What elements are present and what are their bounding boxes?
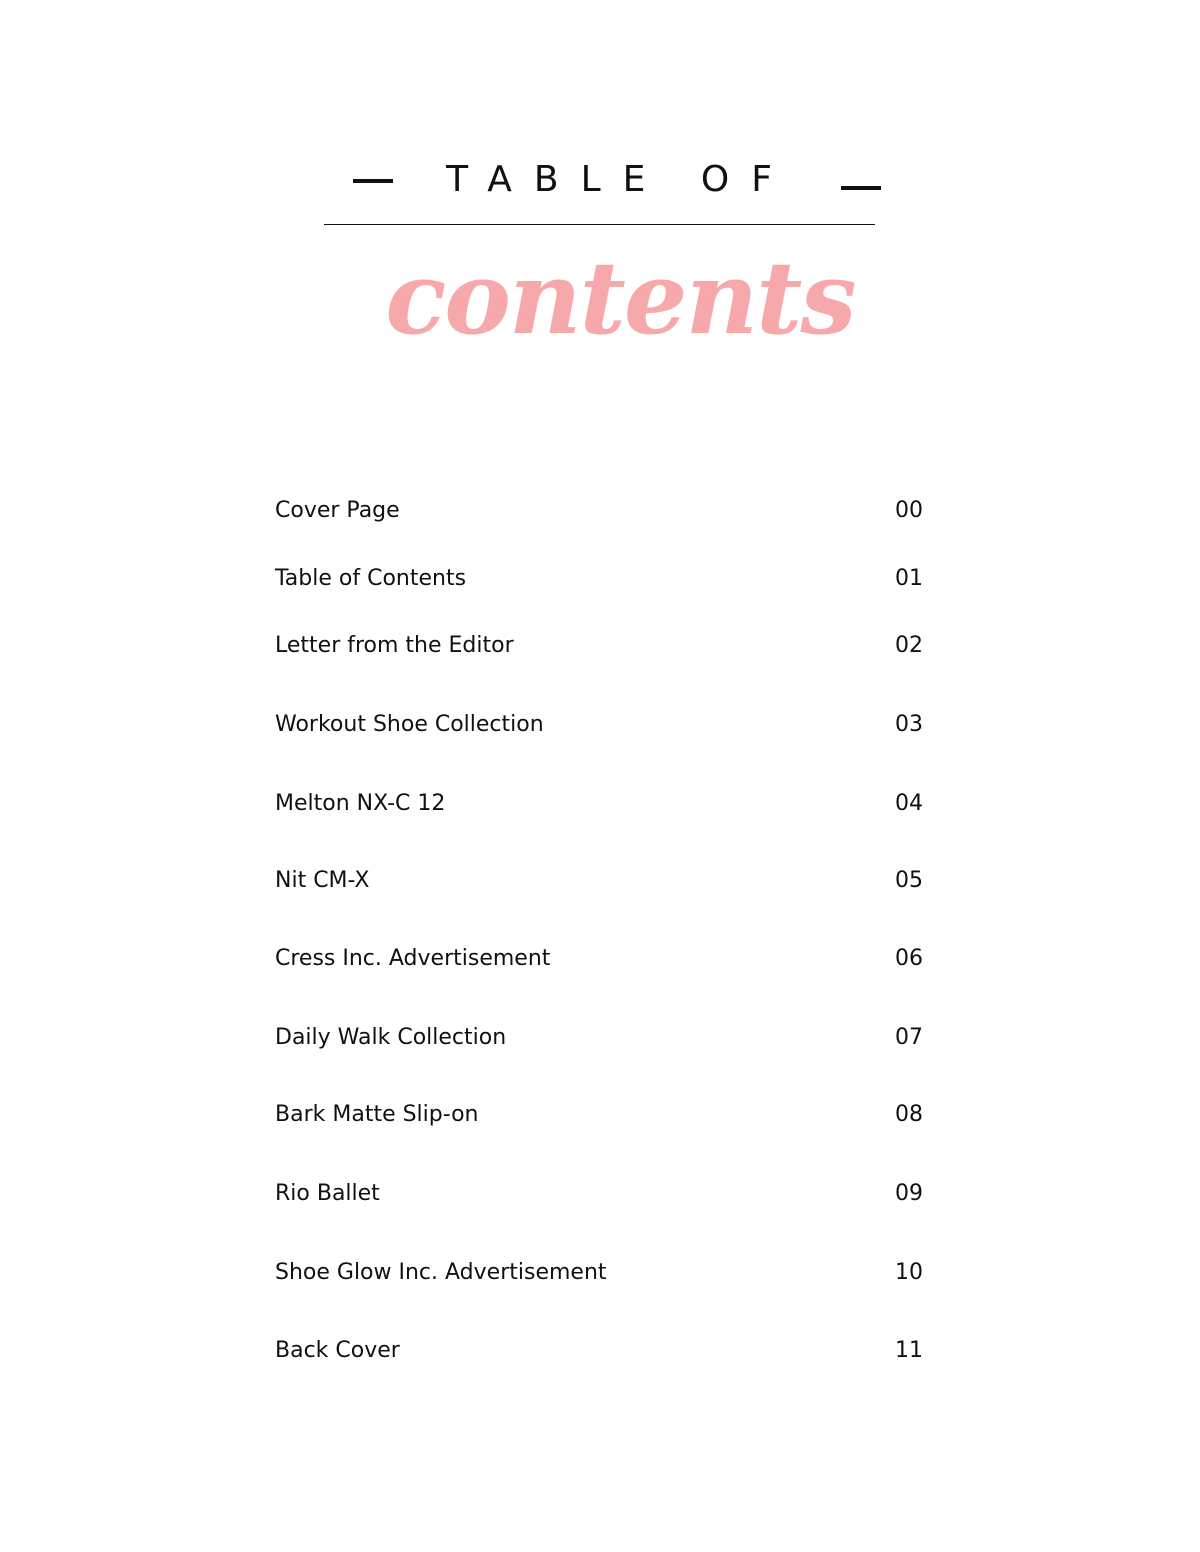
toc-entry[interactable] [275,942,935,976]
toc-entry-page: 03 [895,712,923,737]
toc-entry[interactable] [275,864,935,898]
toc-entry-page: 01 [895,566,923,591]
toc-entry-title: Shoe Glow Inc. Advertisement [275,1260,607,1285]
toc-entry-page: 05 [895,868,923,893]
toc-entry[interactable] [275,1256,935,1290]
toc-entry-title: Workout Shoe Collection [275,712,544,737]
toc-entry-page: 10 [895,1260,923,1285]
toc-entry[interactable] [275,1021,935,1055]
toc-entry[interactable] [275,708,935,742]
toc-entry[interactable] [275,1098,935,1132]
decorative-dash-left [353,179,393,183]
toc-entry-title: Daily Walk Collection [275,1025,507,1050]
toc-entry-title: Table of Contents [275,566,467,591]
toc-entry-title: Rio Ballet [275,1181,380,1206]
toc-entry[interactable] [275,1177,935,1211]
toc-entry-title: Cress Inc. Advertisement [275,946,551,971]
toc-entry-page: 08 [895,1102,923,1127]
toc-entry-title: Melton NX-C 12 [275,791,446,816]
toc-entry-page: 04 [895,791,923,816]
toc-entry-page: 09 [895,1181,923,1206]
toc-entry[interactable] [275,562,935,596]
heading-contents: contents [385,239,855,357]
toc-entry-title: Cover Page [275,498,400,523]
toc-entry-page: 02 [895,633,923,658]
toc-entry-page: 06 [895,946,923,971]
heading-table-of: TABLE OF [446,159,794,200]
toc-entry-title: Letter from the Editor [275,633,514,658]
heading-divider [324,224,875,225]
toc-entry[interactable] [275,1334,935,1368]
toc-entry-title: Bark Matte Slip-on [275,1102,479,1127]
toc-entry-page: 07 [895,1025,923,1050]
toc-entry[interactable] [275,494,935,528]
decorative-dash-right [841,186,881,190]
toc-entry-title: Back Cover [275,1338,400,1363]
toc-entry[interactable] [275,629,935,663]
toc-entry-title: Nit CM-X [275,868,370,893]
toc-entry-page: 00 [895,498,923,523]
toc-entry[interactable] [275,787,935,821]
toc-entry-page: 11 [895,1338,923,1363]
